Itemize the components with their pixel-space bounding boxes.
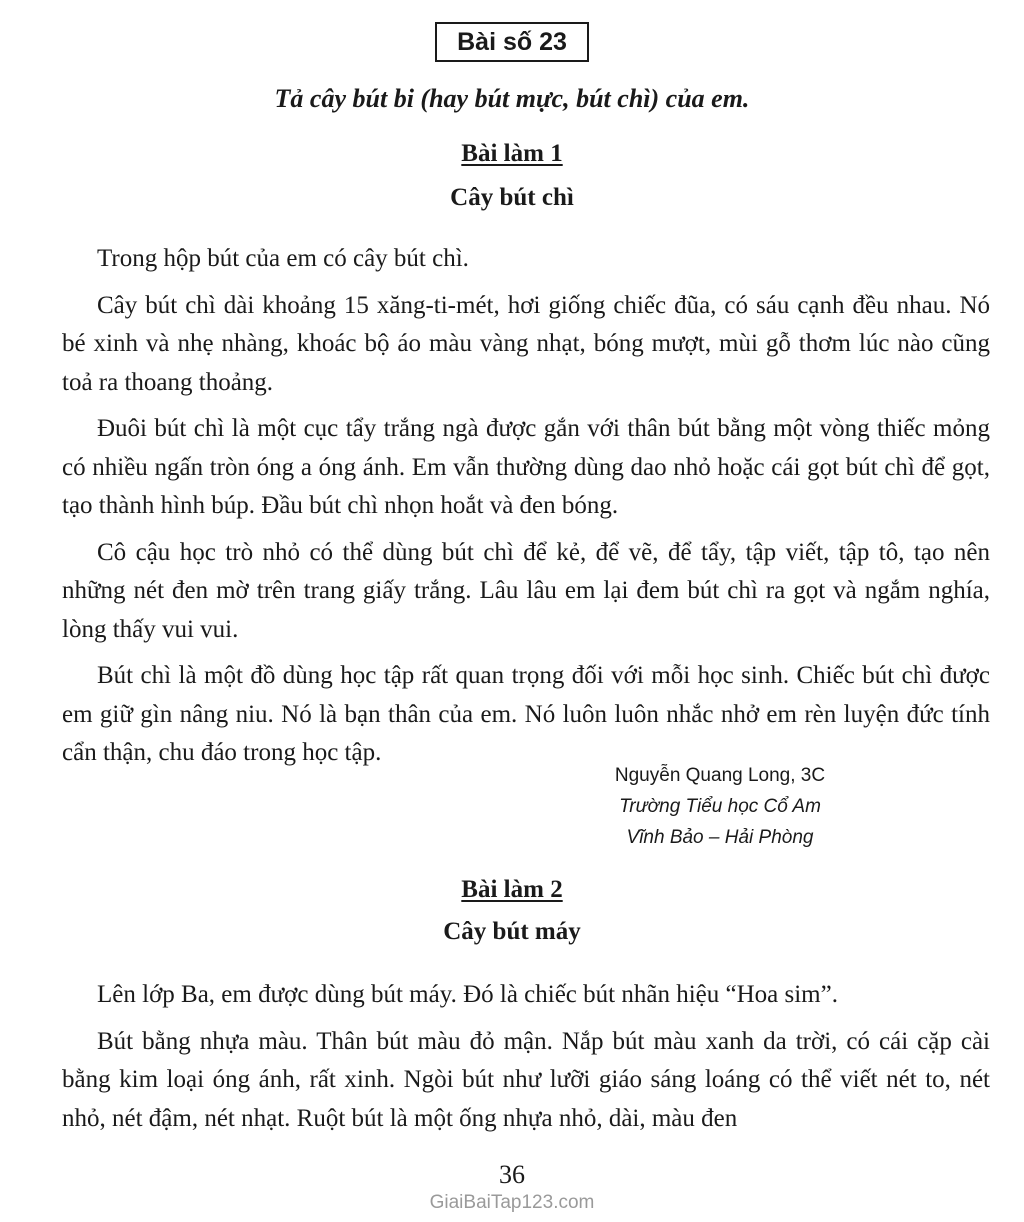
essay1-signature [560, 760, 880, 853]
essay1-paragraph: Bút chì là một đồ dùng học tập rất quan trọng đối với mỗi học sinh. Chiếc bút chì được em giữ gìn nâng niu. Nó là bạn thân của em. Nó luôn luôn nhắc nhở em rèn luyện đức tính cẩn thận, chu đáo trong học tập. [62, 662, 990, 766]
essay1-title: Cây bút chì [450, 184, 574, 211]
essay1-paragraph: Trong hộp bút của em có cây bút chì. [97, 245, 469, 272]
school-name: Trường Tiểu học Cổ Am [619, 796, 821, 817]
essay1-label: Bài làm 1 [461, 140, 563, 167]
essay1-body [62, 240, 990, 781]
essay2-title: Cây bút máy [443, 918, 581, 945]
assignment-prompt: Tả cây bút bi (hay bút mực, bút chì) của em. [274, 84, 750, 113]
essay2-paragraph: Lên lớp Ba, em được dùng bút máy. Đó là chiếc bút nhãn hiệu “Hoa sim”. [97, 981, 838, 1008]
essay2-label: Bài làm 2 [461, 876, 563, 903]
essay1-paragraph: Đuôi bút chì là một cục tẩy trắng ngà được gắn với thân bút bằng một vòng thiếc mỏng có nhiều ngấn tròn óng a óng ánh. Em vẫn thường dùng dao nhỏ hoặc cái gọt bút chì để gọt, tạo thành hình búp. Đầu bút chì nhọn hoắt và đen bóng. [62, 415, 990, 519]
school-location: Vĩnh Bảo – Hải Phòng [626, 827, 814, 848]
lesson-number-box: Bài số 23 [435, 22, 589, 62]
watermark: GiaiBaiTap123.com [429, 1192, 595, 1213]
essay2-paragraph: Bút bằng nhựa màu. Thân bút màu đỏ mận. Nắp bút màu xanh da trời, có cái cặp cài bằng kim loại óng ánh, rất xinh. Ngòi bút như lưỡi giáo sáng loáng có thể viết nét to, nét nhỏ, nét đậm, nét nhạt. Ruột bút là một ống nhựa nhỏ, dài, màu đen [62, 1027, 990, 1132]
page-number: 36 [499, 1160, 525, 1189]
essay2-body [62, 976, 990, 1146]
author-name: Nguyễn Quang Long, 3C [614, 765, 826, 786]
essay1-paragraph: Cô cậu học trò nhỏ có thể dùng bút chì để kẻ, để vẽ, để tẩy, tập viết, tập tô, tạo nên những nét đen mờ trên trang giấy trắng. Lâu lâu em lại đem bút chì ra gọt và ngắm nghía, lòng thấy vui vui. [62, 538, 990, 643]
essay1-paragraph: Cây bút chì dài khoảng 15 xăng-ti-mét, hơi giống chiếc đũa, có sáu cạnh đều nhau. Nó bé xinh và nhẹ nhàng, khoác bộ áo màu vàng nhạt, bóng mượt, mùi gỗ thơm lúc nào cũng toả ra thoang thoảng. [62, 291, 990, 396]
